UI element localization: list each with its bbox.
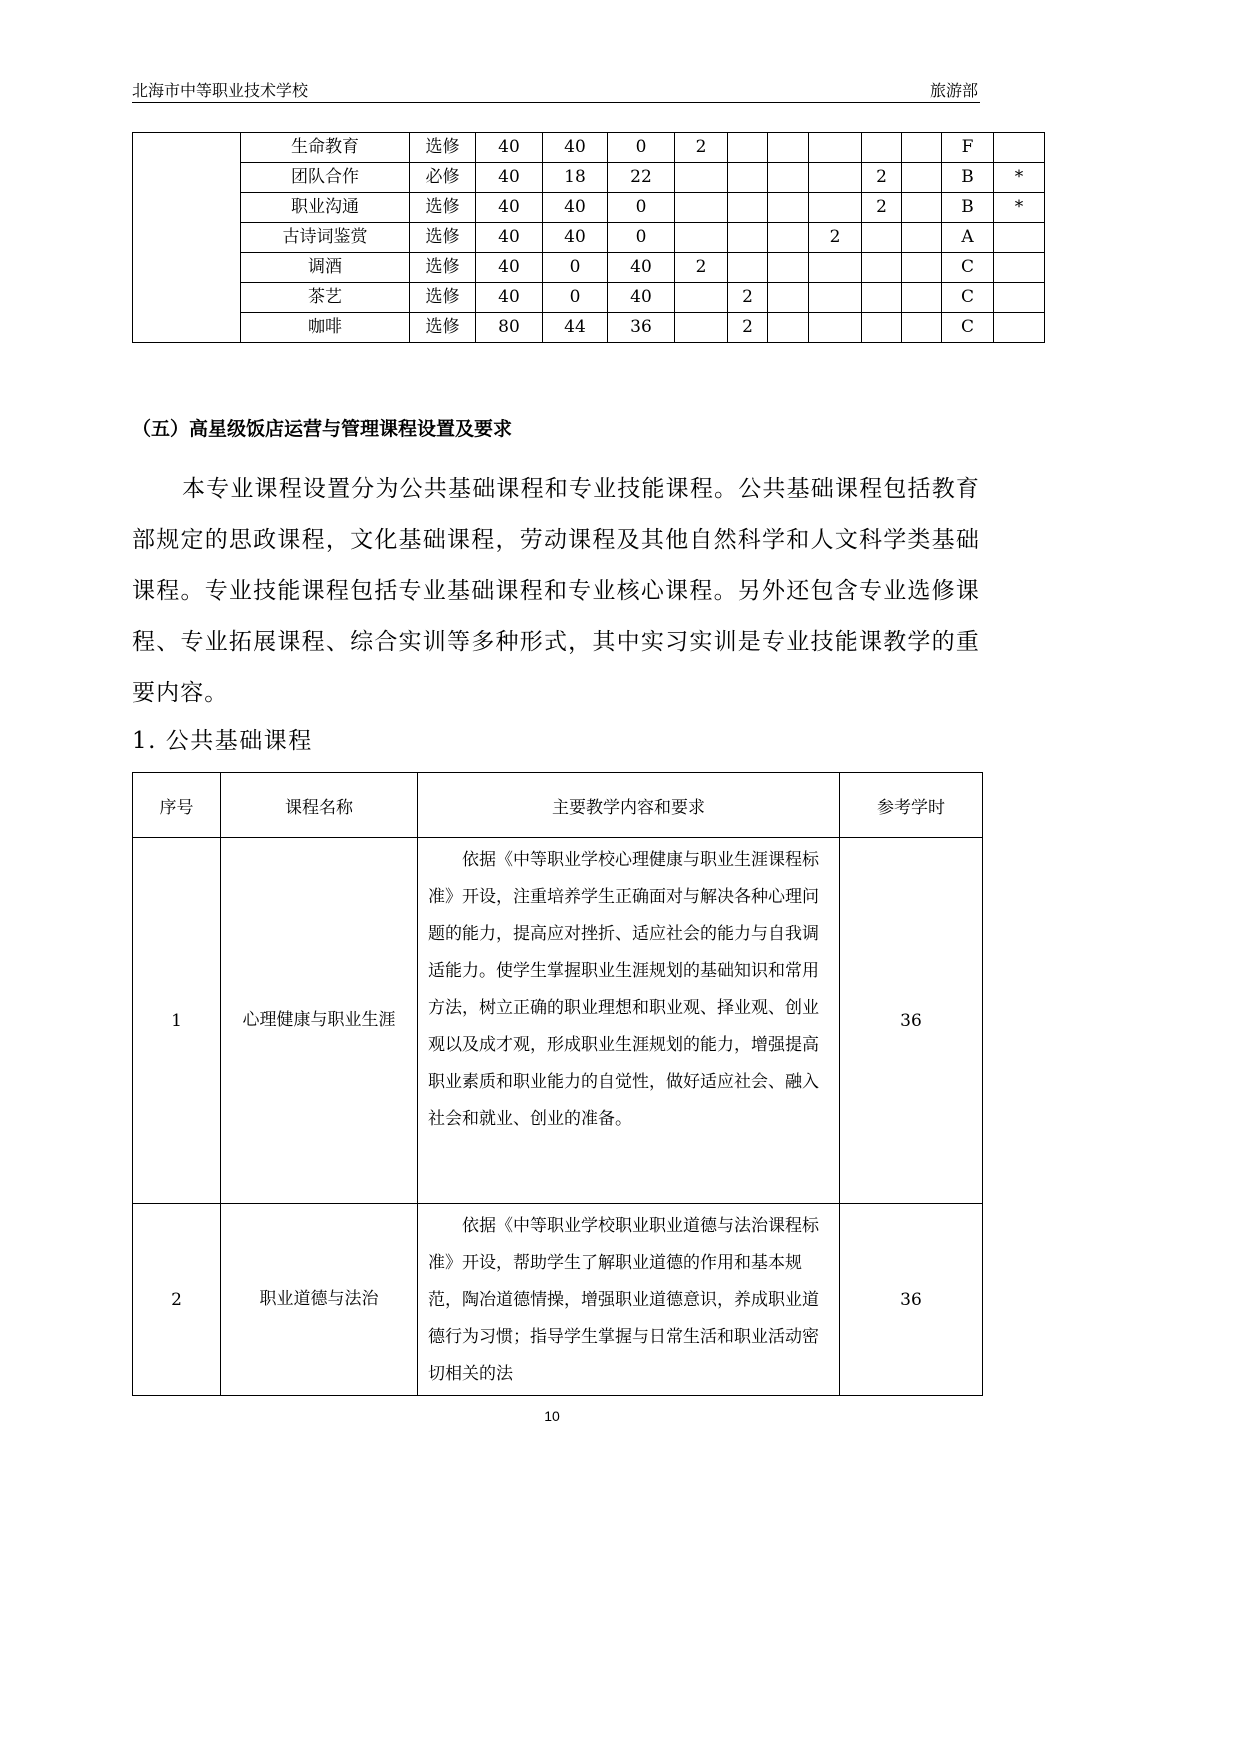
cell-type: 必修 xyxy=(410,163,476,193)
cell-s5 xyxy=(862,283,902,313)
header-no: 序号 xyxy=(133,773,221,838)
cell-s1: 2 xyxy=(675,253,728,283)
cell-name: 古诗词鉴赏 xyxy=(241,223,410,253)
cell-s1 xyxy=(675,163,728,193)
cell-total: 40 xyxy=(476,283,543,313)
cell-mark xyxy=(994,223,1045,253)
cell-s3 xyxy=(768,163,809,193)
cell-name: 调酒 xyxy=(241,253,410,283)
cell-practice: 0 xyxy=(608,133,675,163)
cell-mark: * xyxy=(994,163,1045,193)
cell-name: 茶艺 xyxy=(241,283,410,313)
cell-assess: B xyxy=(942,193,994,223)
cell-s2 xyxy=(728,163,768,193)
cell-s4 xyxy=(809,163,862,193)
cell-practice: 36 xyxy=(608,313,675,343)
cell-s3 xyxy=(768,253,809,283)
cell-s4 xyxy=(809,133,862,163)
cell-total: 40 xyxy=(476,193,543,223)
course-schedule-table xyxy=(132,132,1045,343)
cell-type: 选修 xyxy=(410,283,476,313)
cell-assess: B xyxy=(942,163,994,193)
cell-s2: 2 xyxy=(728,313,768,343)
course-hours: 36 xyxy=(840,838,983,1204)
cell-name: 职业沟通 xyxy=(241,193,410,223)
course-name: 心理健康与职业生涯 xyxy=(221,838,418,1204)
cell-theory: 44 xyxy=(543,313,608,343)
cell-mark xyxy=(994,133,1045,163)
cell-s3 xyxy=(768,313,809,343)
cell-s1 xyxy=(675,193,728,223)
table-header-row xyxy=(133,773,983,838)
cell-s4 xyxy=(809,193,862,223)
course-hours: 36 xyxy=(840,1204,983,1396)
cell-theory: 18 xyxy=(543,163,608,193)
sub-heading: 1. 公共基础课程 xyxy=(132,728,313,754)
table-row xyxy=(133,163,1045,193)
cell-s3 xyxy=(768,223,809,253)
row-no: 2 xyxy=(133,1204,221,1396)
table-row xyxy=(133,313,1045,343)
cell-s1: 2 xyxy=(675,133,728,163)
cell-practice: 40 xyxy=(608,283,675,313)
cell-theory: 40 xyxy=(543,133,608,163)
table-row xyxy=(133,193,1045,223)
course-content xyxy=(418,838,840,1204)
cell-name: 咖啡 xyxy=(241,313,410,343)
cell-type: 选修 xyxy=(410,313,476,343)
cell-theory: 0 xyxy=(543,283,608,313)
cell-practice: 22 xyxy=(608,163,675,193)
cell-s2 xyxy=(728,133,768,163)
cell-s2 xyxy=(728,193,768,223)
cell-assess: A xyxy=(942,223,994,253)
cell-s2: 2 xyxy=(728,283,768,313)
row-no: 1 xyxy=(133,838,221,1204)
cell-type: 选修 xyxy=(410,223,476,253)
cell-mark xyxy=(994,283,1045,313)
section-heading: （五）高星级饭店运营与管理课程设置及要求 xyxy=(132,418,513,440)
cell-s4 xyxy=(809,283,862,313)
cell-s5 xyxy=(862,313,902,343)
cell-total: 80 xyxy=(476,313,543,343)
cell-practice: 0 xyxy=(608,223,675,253)
cell-s3 xyxy=(768,193,809,223)
cell-s2 xyxy=(728,223,768,253)
cell-assess: F xyxy=(942,133,994,163)
cell-total: 40 xyxy=(476,223,543,253)
header-content: 主要教学内容和要求 xyxy=(418,773,840,838)
cell-s2 xyxy=(728,253,768,283)
cell-s5: 2 xyxy=(862,163,902,193)
cell-total: 40 xyxy=(476,253,543,283)
table-row xyxy=(133,1204,983,1396)
table-row xyxy=(133,223,1045,253)
cell-s5 xyxy=(862,223,902,253)
course-content xyxy=(418,1204,840,1396)
cell-type: 选修 xyxy=(410,133,476,163)
cell-s6 xyxy=(902,283,942,313)
cell-theory: 40 xyxy=(543,223,608,253)
page-header xyxy=(132,76,980,103)
cell-type: 选修 xyxy=(410,253,476,283)
cell-s4 xyxy=(809,313,862,343)
cell-mark: * xyxy=(994,193,1045,223)
cell-s3 xyxy=(768,133,809,163)
header-hours: 参考学时 xyxy=(840,773,983,838)
cell-s1 xyxy=(675,283,728,313)
department-name: 旅游部 xyxy=(929,81,978,100)
cell-type: 选修 xyxy=(410,193,476,223)
cell-s3 xyxy=(768,283,809,313)
cell-s6 xyxy=(902,163,942,193)
course-content-text: 依据《中等职业学校心理健康与职业生涯课程标准》开设，注重培养学生正确面对与解决各种心理问题的能力，提高应对挫折、适应社会的能力与自我调适能力。使学生掌握职业生涯规划的基础知识和常用方法，树立正确的职业理想和职业观、择业观、创业观以及成才观，形成职业生涯规划的能力，增强提高职业素质和职业能力的自觉性，做好适应社会、融入社会和就业、创业的准备。 xyxy=(428,850,819,1129)
cell-s4 xyxy=(809,253,862,283)
table-row xyxy=(133,253,1045,283)
cell-total: 40 xyxy=(476,163,543,193)
cell-total: 40 xyxy=(476,133,543,163)
cell-s5: 2 xyxy=(862,193,902,223)
cell-s6 xyxy=(902,193,942,223)
cell-name: 生命教育 xyxy=(241,133,410,163)
table-row xyxy=(133,133,1045,163)
course-name: 职业道德与法治 xyxy=(221,1204,418,1396)
cell-theory: 0 xyxy=(543,253,608,283)
cell-assess: C xyxy=(942,313,994,343)
cell-mark xyxy=(994,253,1045,283)
cell-practice: 40 xyxy=(608,253,675,283)
cell-s6 xyxy=(902,313,942,343)
cell-s5 xyxy=(862,253,902,283)
cell-s6 xyxy=(902,253,942,283)
public-course-table xyxy=(132,772,983,1396)
cell-s1 xyxy=(675,223,728,253)
table-row xyxy=(133,838,983,1204)
cell-s1 xyxy=(675,313,728,343)
cell-theory: 40 xyxy=(543,193,608,223)
cell-s4: 2 xyxy=(809,223,862,253)
category-cell xyxy=(133,133,241,343)
intro-paragraph: 本专业课程设置分为公共基础课程和专业技能课程。公共基础课程包括教育部规定的思政课程，文化基础课程，劳动课程及其他自然科学和人文科学类基础课程。专业技能课程包括专业基础课程和专业核心课程。另外还包含专业选修课程、专业拓展课程、综合实训等多种形式，其中实习实训是专业技能课教学的重要内容。 xyxy=(132,476,980,706)
cell-name: 团队合作 xyxy=(241,163,410,193)
table-row xyxy=(133,283,1045,313)
school-name: 北海市中等职业技术学校 xyxy=(132,81,309,100)
page-number: 10 xyxy=(544,1408,560,1424)
cell-practice: 0 xyxy=(608,193,675,223)
course-content-text: 依据《中等职业学校职业职业道德与法治课程标准》开设，帮助学生了解职业道德的作用和基本规范，陶冶道德情操，增强职业道德意识，养成职业道德行为习惯；指导学生掌握与日常生活和职业活动密切相关的法 xyxy=(428,1216,819,1384)
cell-s6 xyxy=(902,133,942,163)
cell-assess: C xyxy=(942,253,994,283)
cell-s5 xyxy=(862,133,902,163)
cell-s6 xyxy=(902,223,942,253)
cell-mark xyxy=(994,313,1045,343)
header-name: 课程名称 xyxy=(221,773,418,838)
cell-assess: C xyxy=(942,283,994,313)
